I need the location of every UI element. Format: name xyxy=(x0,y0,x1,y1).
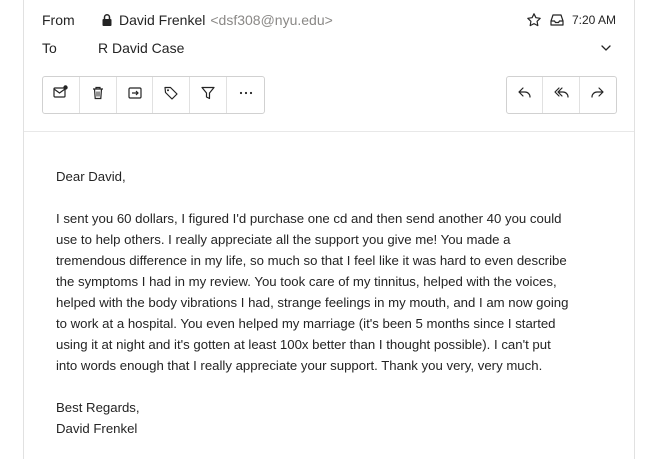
forward-button[interactable] xyxy=(580,77,616,113)
delete-button[interactable] xyxy=(80,77,117,113)
forward-icon xyxy=(589,84,606,106)
tag-button[interactable] xyxy=(153,77,190,113)
filter-button[interactable] xyxy=(190,77,227,113)
body-line: to work at a hospital. You even helped my marriage (it's been 5 months since I started xyxy=(56,316,556,331)
closing: Best Regards, xyxy=(56,400,140,415)
reply-toolbar xyxy=(506,76,617,114)
from-label: From xyxy=(42,12,75,28)
star-icon[interactable] xyxy=(526,12,542,28)
message-time: 7:20 AM xyxy=(571,13,616,27)
signature: David Frenkel xyxy=(56,421,138,436)
body-line: use to help others. I really appreciate all the support you give me! You made a xyxy=(56,232,511,247)
body-line: tremendous difference in my life, so much so that I feel like it was hard to even describe xyxy=(56,253,567,268)
body-line: the symptoms I had in my review. You took care of my tinnitus, helped with the voices, xyxy=(56,274,557,289)
reply-button[interactable] xyxy=(507,77,543,113)
body-line: into words enough that I really appreciate your support. Thank you very, very much. xyxy=(56,358,543,373)
tag-icon xyxy=(163,85,179,106)
filter-icon xyxy=(200,85,216,106)
move-button[interactable] xyxy=(117,77,154,113)
trash-icon xyxy=(90,85,106,106)
message-actions-toolbar xyxy=(42,76,265,114)
message-body xyxy=(56,166,616,439)
message-meta xyxy=(526,12,616,28)
recipient-name[interactable]: R David Case xyxy=(98,40,185,56)
mark-unread-button[interactable] xyxy=(43,77,80,113)
from-row xyxy=(24,8,634,32)
lock-icon xyxy=(100,13,114,27)
to-label: To xyxy=(42,40,57,56)
sender-name[interactable]: David Frenkel xyxy=(119,12,206,28)
more-icon xyxy=(238,85,254,106)
reply-all-icon xyxy=(553,84,570,106)
body-line: using it at night and it's gotten at least 100x better than I thought possible). I can't put xyxy=(56,337,551,352)
mail-unread-icon xyxy=(52,84,69,106)
to-row xyxy=(24,36,634,60)
more-actions-button[interactable] xyxy=(227,77,264,113)
chevron-down-icon[interactable] xyxy=(598,40,614,56)
greeting: Dear David, xyxy=(56,169,126,184)
reply-all-button[interactable] xyxy=(543,77,579,113)
reply-icon xyxy=(516,84,533,106)
inbox-icon[interactable] xyxy=(549,12,565,28)
body-line: I sent you 60 dollars, I figured I'd purchase one cd and then send another 40 you could xyxy=(56,211,562,226)
email-reading-pane xyxy=(23,0,635,459)
header-divider xyxy=(24,131,634,132)
move-folder-icon xyxy=(127,85,143,106)
body-line: helped with the body vibrations I had, strange feelings in my mouth, and I am now going xyxy=(56,295,569,310)
sender-email[interactable]: <dsf308@nyu.edu> xyxy=(210,12,333,28)
